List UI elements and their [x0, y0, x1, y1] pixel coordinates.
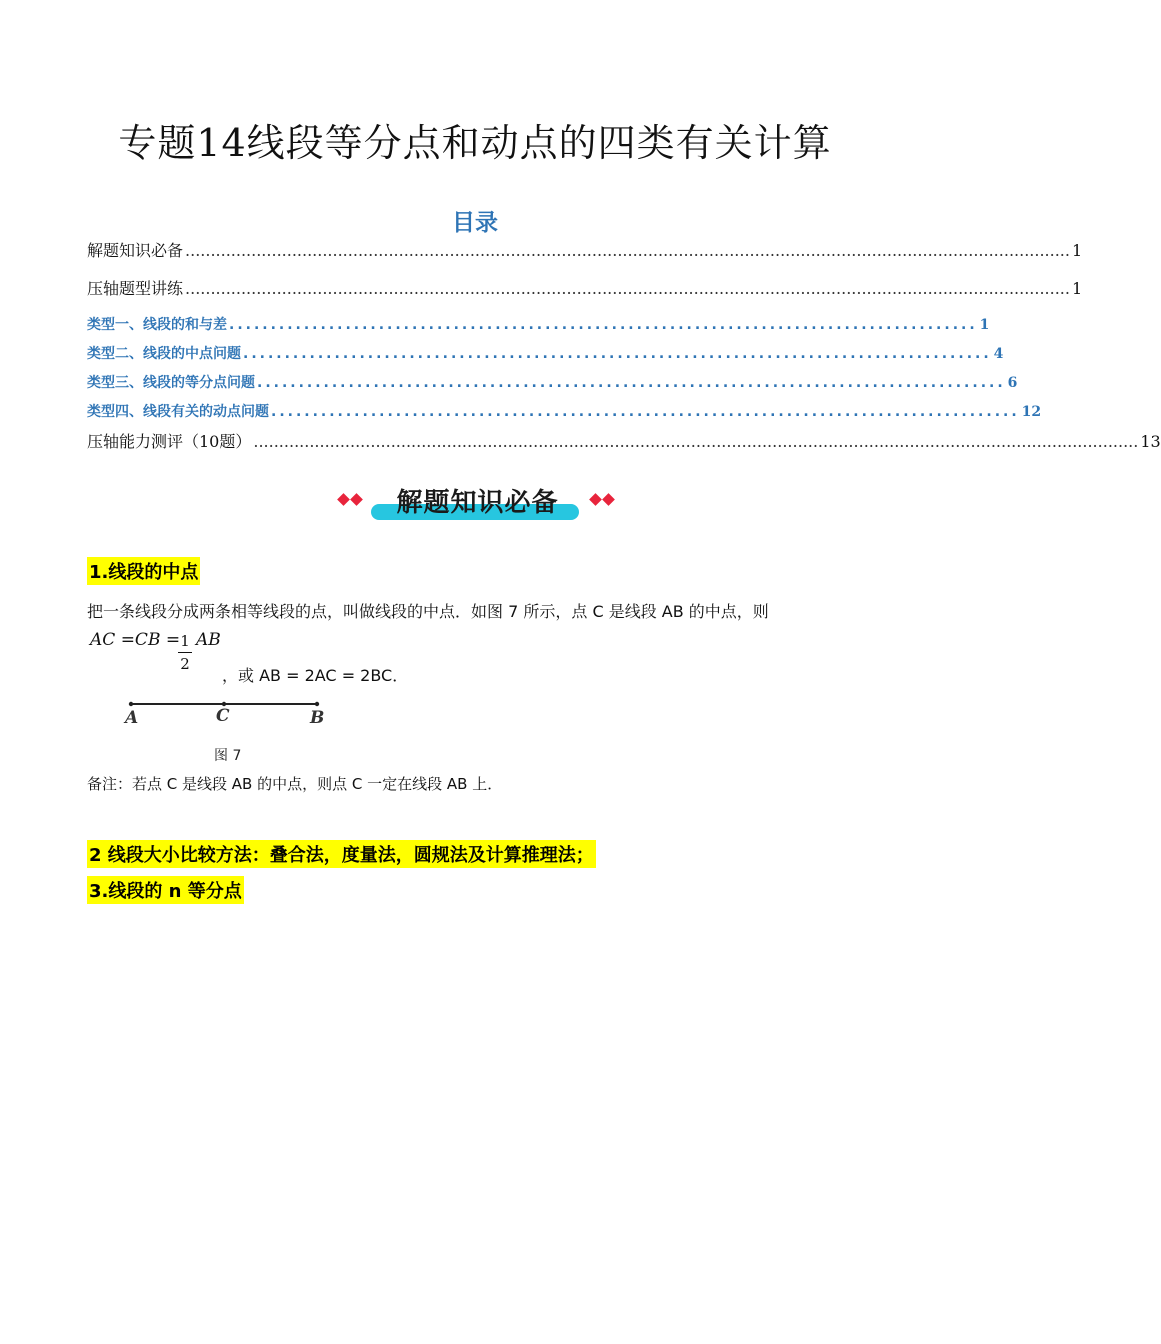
point-label-a: A	[125, 708, 139, 728]
toc-entry-label: 类型四、线段有关的动点问题	[87, 404, 269, 420]
point-label-b: B	[310, 708, 325, 728]
toc-entry-page: 1	[1071, 279, 1083, 298]
toc-leader: ..........................................................................................	[257, 375, 1006, 391]
fraction-numerator: 1	[180, 632, 190, 650]
toc-leader: ..........................................................................................	[271, 404, 1020, 420]
toc-entry[interactable]	[87, 276, 1083, 299]
section-heading-n-division: 3.线段的 n 等分点	[87, 876, 244, 904]
toc-entry[interactable]	[87, 238, 1083, 261]
midpoint-note: 备注：若点 C 是线段 AB 的中点，则点 C 一定在线段 AB 上．	[87, 775, 503, 793]
toc-entry[interactable]	[87, 429, 1161, 452]
section-heading-comparison: 2 线段大小比较方法：叠合法，度量法，圆规法及计算推理法；	[87, 840, 596, 868]
toc-entry-label: 类型一、线段的和与差	[87, 317, 227, 333]
toc-entry-page: 12	[1021, 404, 1042, 420]
toc-leader: ..............................................................................................................................................................................	[185, 279, 1070, 298]
toc-entry-label: 压轴题型讲练	[87, 279, 184, 298]
formula-lhs: AC =CB =	[90, 630, 181, 650]
formula-rhs: AB	[196, 630, 221, 650]
toc-entry-page: 4	[993, 346, 1004, 362]
toc-leader: ..............................................................................................................................................................................	[253, 432, 1139, 451]
formula-tail: ，或 AB = 2AC = 2BC．	[222, 666, 409, 685]
toc-entry[interactable]	[87, 314, 990, 334]
section-banner	[335, 480, 620, 522]
toc-entry[interactable]	[87, 343, 1004, 363]
point-a-dot	[129, 702, 133, 706]
toc-entry-label: 类型二、线段的中点问题	[87, 346, 241, 362]
point-label-c: C	[216, 706, 230, 726]
toc-entry-page: 13	[1140, 432, 1161, 451]
fraction-bar	[178, 652, 192, 653]
toc-entry-page: 1	[1071, 241, 1083, 260]
toc-entry[interactable]	[87, 401, 1042, 421]
toc-entry-page: 6	[1007, 375, 1018, 391]
point-b-dot	[315, 702, 319, 706]
toc-entry-page: 1	[979, 317, 990, 333]
toc-entry[interactable]	[87, 372, 1018, 392]
toc-entry-label: 类型三、线段的等分点问题	[87, 375, 255, 391]
midpoint-definition: 把一条线段分成两条相等线段的点，叫做线段的中点．如图 7 所示，点 C 是线段 AB 的中点，则	[87, 602, 769, 621]
section-heading-midpoint: 1.线段的中点	[87, 557, 200, 585]
toc-entry-label: 压轴能力测评（10题）	[87, 432, 252, 451]
toc-heading: 目录	[452, 209, 498, 236]
toc-entry-label: 解题知识必备	[87, 241, 184, 260]
toc-leader: ..........................................................................................	[229, 317, 978, 333]
figure-caption: 图 7	[214, 748, 242, 764]
toc-leader: ..............................................................................................................................................................................	[185, 241, 1070, 260]
toc-leader: ..........................................................................................	[243, 346, 992, 362]
banner-title: 解题知识必备	[396, 488, 559, 518]
page-title: 专题14线段等分点和动点的四类有关计算	[118, 121, 832, 165]
fraction-denominator: 2	[180, 655, 190, 673]
